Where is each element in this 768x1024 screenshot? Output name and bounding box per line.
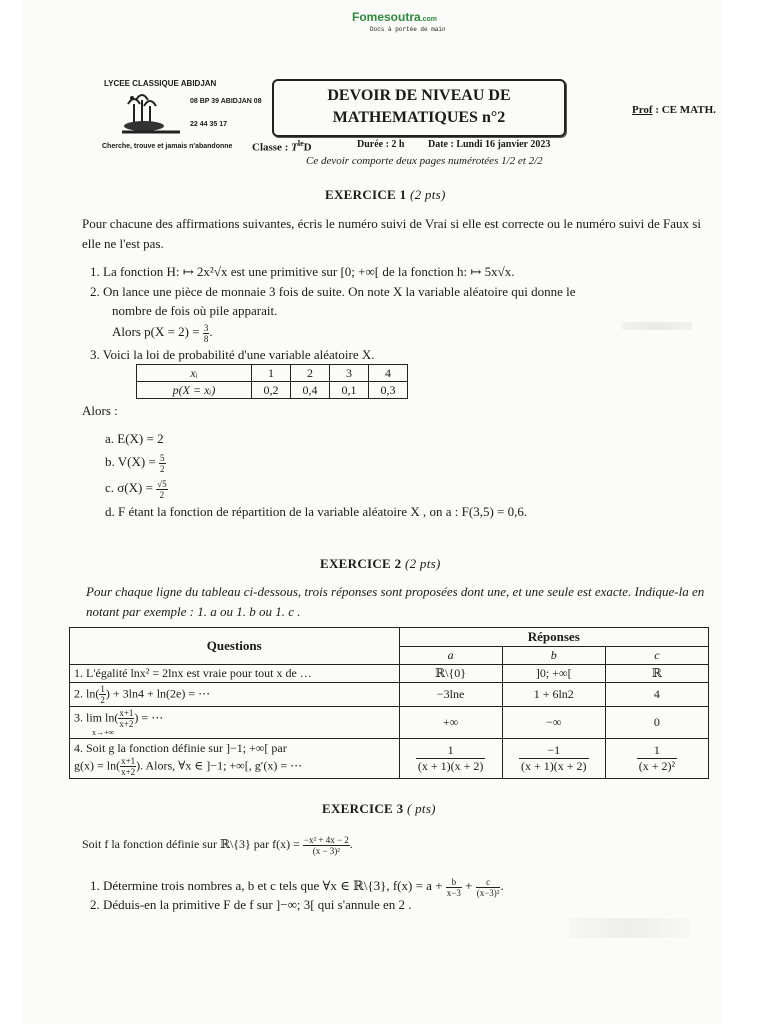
law-header-p: p(X = xᵢ): [137, 382, 252, 399]
qcm-row-1: [70, 665, 709, 683]
qcm-col-c: c: [605, 647, 708, 665]
site-logo-tld: .com: [420, 16, 438, 23]
qcm-q4-den: x+2: [121, 766, 136, 777]
qcm-q2-fraction: [99, 684, 106, 705]
exercise1-item2-line3: Alors p(X = 2) = $\frac{3}{8}$ .: [112, 322, 213, 344]
class-suffix: D: [303, 141, 312, 154]
exercise1-alors: Alors :: [82, 403, 118, 418]
qcm-q2-b: 1 + 6ln2: [502, 683, 605, 707]
choice-b-den: 2: [160, 463, 165, 474]
exercise2-points: (2 pts): [404, 556, 441, 571]
exam-title-line2: MATHEMATIQUES n°2: [332, 109, 506, 126]
exercise2-title-text: EXERCICE 2: [320, 556, 402, 571]
site-tagline: Docs à portée de main: [370, 26, 446, 33]
qcm-q2-post: + 3ln4 + ln(2e) = ⋯: [109, 686, 211, 701]
qcm-q4-a-den: (x + 1)(x + 2): [417, 759, 484, 773]
law-x-4: 4: [369, 365, 408, 382]
scan-smudge-lower: [570, 918, 690, 938]
law-x-3: 3: [330, 365, 369, 382]
qcm-q4-c-fraction: [637, 743, 677, 774]
choice-b-fraction: [159, 453, 166, 474]
qcm-q4-a-fraction: [416, 743, 486, 774]
exercise1-choice-a: a. E(X) = 2: [105, 431, 164, 446]
exercise1-choice-d: d. F étant la fonction de répartition de la variable aléatoire X , on a : F(3,5) = 0,6.: [105, 504, 528, 519]
law-header-x: xᵢ: [137, 365, 252, 382]
qcm-row-3: [70, 707, 709, 739]
qcm-q3: 3. lim ln( $\frac{x+1}{x+2}$ ) = ⋯ x→+∞: [70, 707, 400, 739]
qcm-q2-num: 1: [100, 684, 105, 694]
item2-fraction-num: 3: [203, 322, 209, 333]
qcm-q4-c-den: (x + 2)²: [638, 759, 676, 773]
teacher-value: : CE MATH.: [652, 104, 716, 116]
law-x-1: 1: [252, 365, 291, 382]
exercise1-item2-line2: nombre de fois où pile apparait.: [112, 303, 278, 318]
law-row-p: [137, 382, 408, 399]
choice-c-num: √5: [157, 478, 167, 489]
qcm-q4-c-num: 1: [637, 743, 677, 759]
qcm-q4-line1: 4. Soit g la fonction définie sur ]−1; +∞[ par: [74, 740, 287, 755]
exercise2-title: [320, 556, 441, 572]
exercise3-title: [322, 801, 436, 817]
scan-smudge: [622, 322, 692, 330]
qcm-q3-den: x+2: [119, 719, 134, 729]
site-logo-text: Fomesoutra: [352, 10, 421, 24]
item2-fraction-den: 8: [203, 333, 209, 344]
qcm-q3-c: 0: [605, 707, 708, 739]
exercise3-item1-text: 1. Détermine trois nombres a, b et c tels que ∀x ∈ ℝ\{3}, f(x) = a +: [90, 878, 443, 893]
exercise3-points: ( pts): [406, 801, 436, 816]
qcm-q4-post: . Alors, ∀x ∈ ]−1; +∞[, g′(x) = ⋯: [140, 757, 303, 772]
teacher-label: Prof: [632, 104, 653, 116]
exercise1-intro: Pour chacune des affirmations suivantes, écris le numéro suivi de Vrai si elle est correcte ou le numéro suivi de Faux si elle ne l'est pas.: [82, 216, 701, 251]
exercise1-choice-c: [105, 478, 168, 500]
qcm-q2-den: 2: [100, 695, 105, 705]
qcm-q4: [70, 739, 400, 779]
qcm-q4-line2: g(x) = ln( $\frac{x+1}{x+2}$ ). Alors, ∀x ∈ ]−1; +∞[, g′(x) = ⋯: [74, 755, 303, 777]
school-motto: Cherche, trouve et jamais n'abandonne: [102, 143, 233, 150]
qcm-q2-a: −3lne: [399, 683, 502, 707]
qcm-col-questions: Questions: [70, 628, 400, 665]
qcm-q4-fraction: [120, 756, 136, 777]
law-p-2: 0,4: [291, 382, 330, 399]
qcm-q3-num: x+1: [119, 708, 134, 718]
class-info: [252, 139, 312, 154]
qcm-q4-pre: g(x) = ln: [74, 757, 117, 772]
qcm-table: [69, 627, 709, 779]
class-value: T: [291, 141, 298, 154]
exercise3-title-text: EXERCICE 3: [322, 801, 404, 816]
exercise3-intro: Soit f la fonction définie sur ℝ\{3} par f(x) = $\frac{\text{−x² + 4x − 2}}{\text{(x − 3)²}}$ .: [82, 834, 353, 856]
exercise3-item1-frac1-num: b: [446, 877, 462, 888]
exercise3-item1-frac2-num: c: [476, 877, 501, 888]
exam-title-box: [272, 79, 566, 137]
item2-fraction: [203, 323, 210, 344]
qcm-row-4: [70, 739, 709, 779]
choice-b-num: 5: [160, 452, 165, 463]
site-logo: [352, 10, 437, 24]
exam-page: [22, 0, 722, 1024]
exercise3-intro-text: Soit f la fonction définie sur ℝ\{3} par f(x) =: [82, 837, 300, 851]
qcm-q4-a-num: 1: [416, 743, 486, 759]
school-name: LYCEE CLASSIQUE ABIDJAN: [104, 79, 217, 88]
qcm-col-a: a: [399, 647, 502, 665]
choice-b-text: b. V(X) =: [105, 454, 156, 469]
qcm-col-reponses: Réponses: [399, 628, 708, 647]
qcm-q1-b: ]0; +∞[: [502, 665, 605, 683]
qcm-q1: 1. L'égalité lnx² = 2lnx est vraie pour tout x de …: [70, 665, 400, 683]
exercise3-f-fraction: [303, 835, 350, 856]
law-p-3: 0,1: [330, 382, 369, 399]
qcm-q3-pre: 3. lim ln: [74, 710, 115, 725]
qcm-q4-num: x+1: [121, 755, 136, 766]
qcm-q4-b-den: (x + 1)(x + 2): [520, 759, 587, 773]
exercise1-item3: 3. Voici la loi de probabilité d'une variable aléatoire X.: [90, 347, 375, 362]
exercise3-item1-frac1-den: x−3: [446, 887, 461, 898]
qcm-q4-b-fraction: [519, 743, 589, 774]
exercise1-title: [325, 187, 446, 203]
law-p-1: 0,2: [252, 382, 291, 399]
qcm-q3-fraction: [118, 708, 134, 729]
qcm-header-row-1: [70, 628, 709, 647]
class-superscript: le: [297, 139, 304, 148]
choice-c-fraction: [156, 479, 167, 500]
school-phone: 22 44 35 17: [190, 121, 227, 128]
exercise3-f-num: −x² + 4x − 2: [303, 834, 349, 845]
qcm-q3-post: = ⋯: [138, 710, 164, 725]
exercise1-choice-b: [105, 452, 166, 474]
law-x-2: 2: [291, 365, 330, 382]
exam-date: Date : Lundi 16 janvier 2023: [428, 139, 551, 150]
qcm-q4-b-num: −1: [519, 743, 589, 759]
qcm-q3-limit-sub: x→+∞: [92, 728, 115, 737]
exercise1-points: (2 pts): [409, 187, 446, 202]
exercise2-intro: Pour chaque ligne du tableau ci-dessous, trois réponses sont proposées dont une, et une seule est exacte. Indique-la en notant par exemple : 1. a ou 1. b ou 1. c .: [86, 584, 705, 619]
exercise3-item1: 1. Détermine trois nombres a, b et c tels que ∀x ∈ ℝ\{3}, f(x) = a + $\frac{b}{x-3}$ + $\frac{c}{\text{(x−3)²}}$ .: [90, 876, 504, 898]
choice-c-den: 2: [159, 489, 165, 500]
probability-law-table: [136, 364, 408, 399]
law-p-4: 0,3: [369, 382, 408, 399]
choice-c-text: c. σ(X) =: [105, 480, 153, 495]
qcm-q2-c: 4: [605, 683, 708, 707]
exercise1-title-text: EXERCICE 1: [325, 187, 407, 202]
qcm-q4-b: [502, 739, 605, 779]
qcm-col-b: b: [502, 647, 605, 665]
qcm-q4-a: [399, 739, 502, 779]
qcm-q4-c: [605, 739, 708, 779]
exercise1-item2-line1: 2. On lance une pièce de monnaie 3 fois de suite. On note X la variable aléatoire qui donne le: [90, 284, 576, 299]
class-label: Classe :: [252, 141, 292, 154]
law-row-x: [137, 365, 408, 382]
exercise3-item2: 2. Déduis-en la primitive F de f sur ]−∞; 3[ qui s'annule en 2 .: [90, 897, 412, 912]
exercise3-f-den: (x − 3)²: [312, 845, 340, 856]
qcm-q2: 2. ln( $\frac{1}{2}$ ) + 3ln4 + ln(2e) = ⋯: [70, 683, 400, 707]
page-note: Ce devoir comporte deux pages numérotées 1/2 et 2/2: [306, 155, 543, 167]
school-logo-icon: [120, 90, 192, 136]
teacher: [632, 104, 716, 116]
item2-prob-text: Alors p(X = 2) =: [112, 324, 200, 339]
qcm-q1-a: ℝ\{0}: [399, 665, 502, 683]
exercise3-item1-frac2-den: (x−3)²: [476, 887, 500, 898]
exam-title-line1: DEVOIR DE NIVEAU DE: [327, 87, 511, 104]
qcm-q3-b: −∞: [502, 707, 605, 739]
qcm-q3-a: +∞: [399, 707, 502, 739]
qcm-row-2: [70, 683, 709, 707]
qcm-q2-pre: 2. ln: [74, 686, 96, 701]
qcm-q1-c: ℝ: [605, 665, 708, 683]
exercise1-item1: 1. La fonction H: ↦ 2x²√x est une primitive sur [0; +∞[ de la fonction h: ↦ 5x√x.: [90, 264, 515, 279]
duration: Durée : 2 h: [357, 139, 405, 150]
school-bp: 08 BP 39 ABIDJAN 08: [190, 98, 262, 105]
